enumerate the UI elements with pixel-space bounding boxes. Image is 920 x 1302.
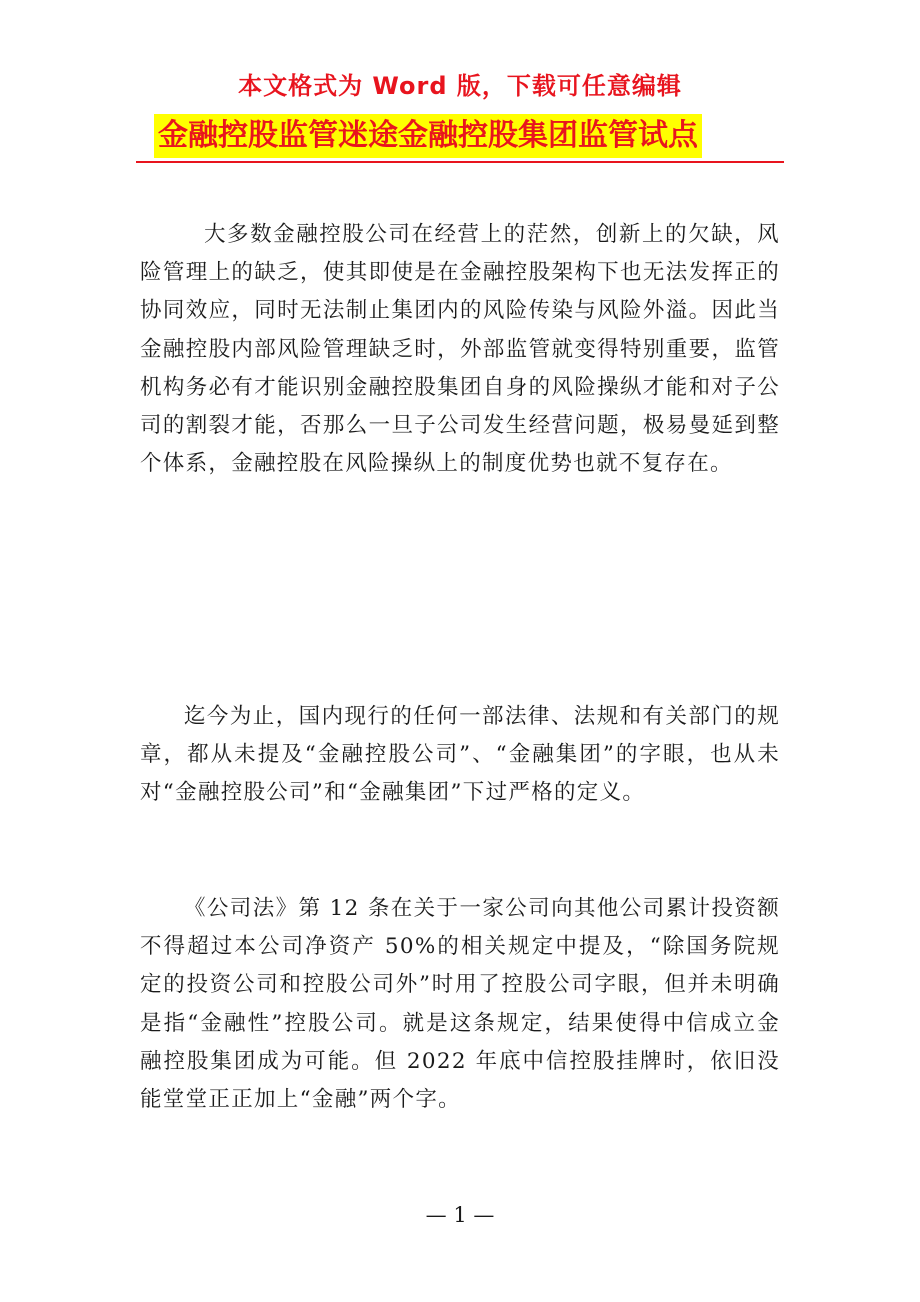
- title-underline: [136, 161, 784, 163]
- paragraph-2: 迄今为止，国内现行的任何一部法律、法规和有关部门的规章，都从未提及“金融控股公司”、“金融集团”的字眼，也从未对“金融控股公司”和“金融集团”下过严格的定义。: [140, 704, 780, 806]
- title-block: [136, 108, 784, 164]
- format-notice: 本文格式为 Word 版，下载可任意编辑: [238, 72, 682, 100]
- page-number: — 1 —: [425, 1203, 495, 1227]
- paragraph-3: 《公司法》第 12 条在关于一家公司向其他公司累计投资额不得超过本公司净资产 50%的相关规定中提及，“除国务院规定的投资公司和控股公司外”时用了控股公司字眼，但并未明确是指“金融性”控股公司。就是这条规定，结果使得中信成立金融控股集团成为可能。但 2022 年底中信控股挂牌时，依旧没能堂堂正正加上“金融”两个字。: [140, 896, 780, 1113]
- paragraph-1: 大多数金融控股公司在经营上的茫然，创新上的欠缺，风险管理上的缺乏，使其即使是在金融控股架构下也无法发挥正的协同效应，同时无法制止集团内的风险传染与风险外溢。因此当金融控股内部风险管理缺乏时，外部监管就变得特别重要，监管机构务必有才能识别金融控股集团自身的风险操纵才能和对子公司的割裂才能，否那么一旦子公司发生经营问题，极易曼延到整个体系，金融控股在风险操纵上的制度优势也就不复存在。: [140, 222, 780, 477]
- document-title: 金融控股监管迷途金融控股集团监管试点: [154, 114, 702, 158]
